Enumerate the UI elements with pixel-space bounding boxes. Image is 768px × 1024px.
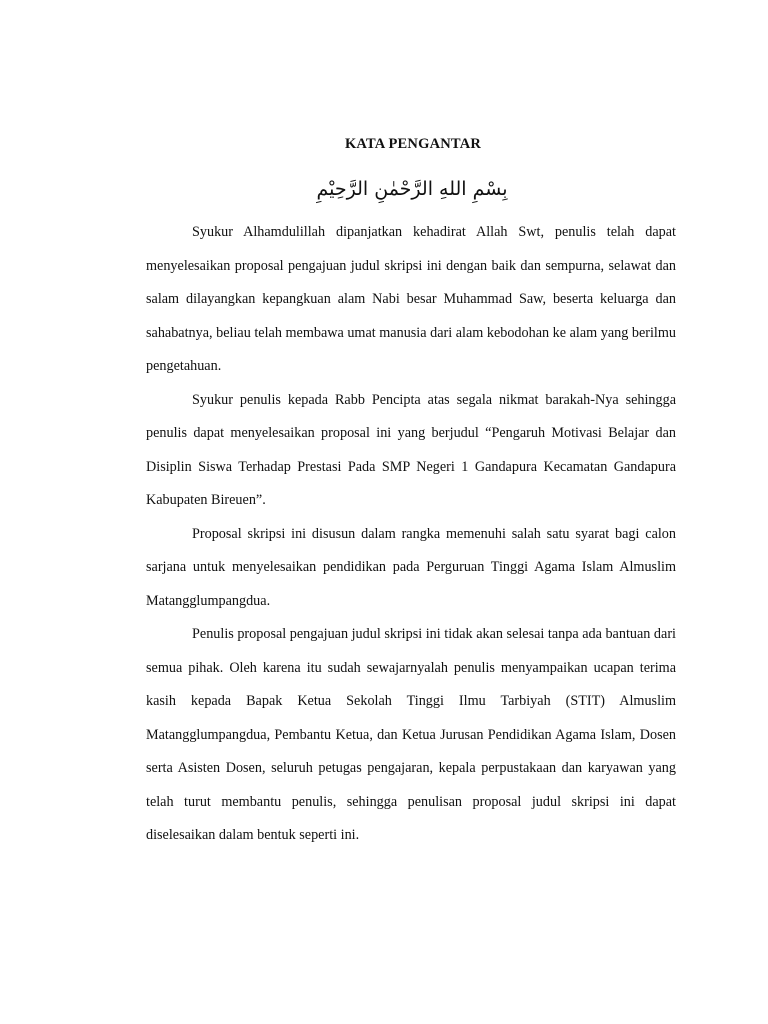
paragraph: Penulis proposal pengajuan judul skripsi ini tidak akan selesai tanpa ada bantuan dari semua pihak. Oleh karena itu sudah sewajarnyalah penulis menyampaikan ucapan terima kasih kepada Bapak Ketua Sekolah Tinggi Ilmu Tarbiyah (STIT) Almuslim Matangglumpangdua, Pembantu Ketua, dan Ketua Jurusan Pendidikan Agama Islam, Dosen serta Asisten Dosen, seluruh petugas pengajaran, kepala perpustakaan dan karyawan yang telah turut membantu penulis, sehingga penulisan proposal judul skripsi ini dapat diselesaikan dalam bentuk seperti ini. (146, 626, 676, 843)
paragraph: Proposal skripsi ini disusun dalam rangka memenuhi salah satu syarat bagi calon sarjana untuk menyelesaikan pendidikan pada Perguruan Tinggi Agama Islam Almuslim Matangglumpangdua. (146, 525, 676, 609)
body-text (146, 216, 676, 853)
basmalah-calligraphy (300, 168, 525, 208)
paragraph: Syukur penulis kepada Rabb Pencipta atas segala nikmat barakah-Nya sehingga penulis dapat menyelesaikan proposal ini yang berjudul “Pengaruh Motivasi Belajar dan Disiplin Siswa Terhadap Prestasi Pada SMP Negeri 1 Gandapura Kecamatan Gandapura Kabupaten Bireuen”. (146, 391, 676, 508)
svg-text:بِسْمِ اللهِ الرَّحْمٰنِ الرَّ: بِسْمِ اللهِ الرَّحْمٰنِ الرَّحِيْمِ (316, 178, 508, 200)
paragraph: Syukur Alhamdulillah dipanjatkan kehadirat Allah Swt, penulis telah dapat menyelesaikan proposal pengajuan judul skripsi ini dengan baik dan sempurna, selawat dan salam dilayangkan kepangkuan alam Nabi besar Muhammad Saw, beserta keluarga dan sahabatnya, beliau telah membawa umat manusia dari alam kebodohan ke alam yang berilmu pengetahuan. (146, 224, 676, 374)
page-title: KATA PENGANTAR (344, 136, 482, 152)
